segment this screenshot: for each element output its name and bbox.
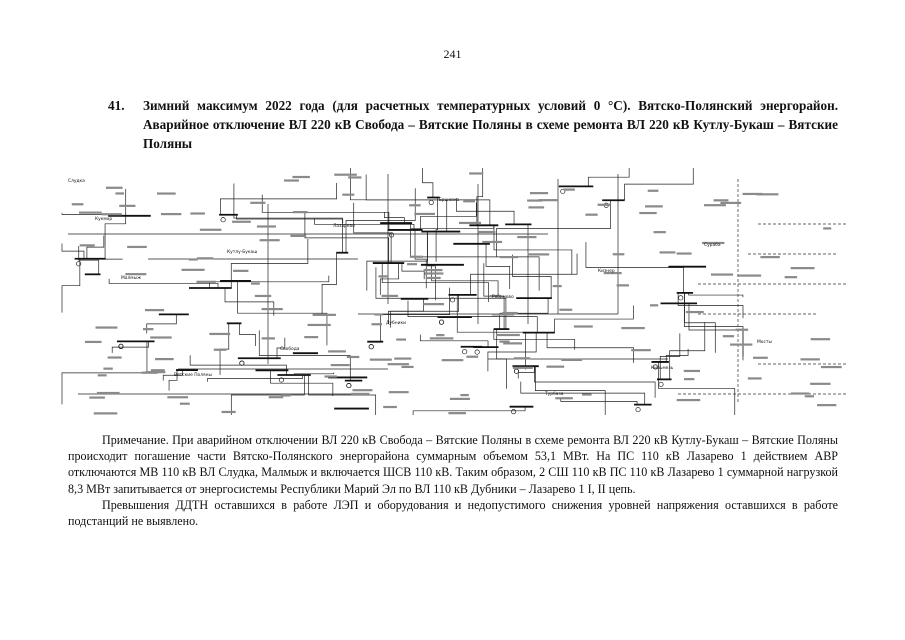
diagram-annotation bbox=[704, 204, 726, 206]
power-line bbox=[535, 366, 605, 415]
power-line bbox=[112, 341, 148, 352]
transformer-symbol bbox=[119, 344, 123, 348]
diagram-annotation bbox=[559, 309, 572, 311]
diagram-annotation bbox=[396, 338, 406, 340]
diagram-node-label: Вятские Поляны bbox=[174, 373, 212, 378]
diagram-annotation bbox=[197, 257, 213, 259]
transformer-symbol bbox=[347, 383, 351, 387]
transformer-symbol bbox=[475, 350, 479, 354]
power-line bbox=[62, 259, 80, 313]
diagram-annotation bbox=[308, 324, 331, 326]
diagram-annotation bbox=[407, 263, 417, 265]
page-number: 241 bbox=[443, 47, 462, 61]
diagram-annotation bbox=[811, 338, 830, 340]
power-line bbox=[471, 254, 577, 295]
transformer-symbol bbox=[389, 233, 393, 237]
diagram-annotation bbox=[528, 206, 544, 208]
power-line bbox=[62, 341, 147, 404]
diagram-annotation bbox=[730, 343, 752, 345]
diagram-annotation bbox=[189, 258, 198, 260]
diagram-annotation bbox=[677, 252, 692, 254]
diagram-annotation bbox=[677, 399, 701, 401]
diagram-annotation bbox=[645, 205, 663, 207]
diagram-annotation bbox=[257, 225, 276, 227]
diagram-annotation bbox=[748, 377, 762, 379]
diagram-labels bbox=[72, 172, 842, 414]
power-line bbox=[588, 168, 629, 186]
diagram-annotation bbox=[553, 285, 562, 287]
diagram-annotation bbox=[351, 393, 369, 395]
diagram-annotation bbox=[561, 359, 582, 361]
diagram-annotation bbox=[426, 277, 441, 279]
power-line bbox=[421, 203, 477, 230]
diagram-annotation bbox=[290, 235, 306, 237]
note-paragraph-1: Примечание. При аварийном отключении ВЛ 220 кВ Свобода – Вятские Поляны в схеме ремонта ВЛ 220 кВ Кутлу-Букаш – Вятские Поляны происходит погашение части Вятско-Полянского энергорайона суммарным объемом 53,1 МВт. На ПС 110 кВ Лазарево 1 действием АВР отключаются МВ 110 кВ ВЛ Слудка, Малмыж и включается ШСВ 110 кВ. Таким образом, 2 СШ 110 кВ ПС 110 кВ Лазарево 1 суммарной нагрузкой 8,3 МВт запитывается от энергосистемы Республики Марий Эл по ВЛ 110 кВ Дубники – Лазарево 1 I, II цепь. bbox=[68, 433, 838, 496]
diagram-annotation bbox=[654, 231, 666, 233]
diagram-annotation bbox=[89, 396, 105, 398]
diagram-node-label: Ершовка bbox=[439, 198, 460, 203]
diagram-annotation bbox=[374, 313, 383, 315]
power-line bbox=[689, 293, 743, 297]
power-line bbox=[238, 281, 327, 346]
diagram-annotation bbox=[478, 231, 495, 233]
power-line bbox=[208, 375, 303, 382]
diagram-node-label: Лазарево bbox=[333, 224, 355, 229]
transformer-symbol bbox=[240, 361, 244, 365]
diagram-annotation bbox=[222, 411, 236, 413]
power-line bbox=[236, 215, 342, 224]
diagram-annotation bbox=[101, 213, 122, 215]
diagram-annotation bbox=[79, 212, 102, 214]
power-line bbox=[408, 301, 537, 333]
power-line bbox=[231, 375, 304, 415]
diagram-annotation bbox=[125, 273, 146, 275]
diagram-node-label: Свобода bbox=[280, 347, 300, 352]
power-line bbox=[225, 288, 274, 316]
diagram-annotation bbox=[684, 370, 700, 372]
diagram-annotation bbox=[513, 367, 533, 369]
diagram-annotation bbox=[500, 256, 518, 258]
diagram-annotation bbox=[269, 396, 284, 398]
diagram-annotation bbox=[753, 357, 768, 359]
diagram-node-label: Сураба bbox=[704, 243, 721, 248]
diagram-annotation bbox=[371, 323, 382, 325]
diagram-annotation bbox=[598, 204, 611, 206]
diagram-annotation bbox=[631, 349, 651, 351]
transformer-symbol bbox=[221, 218, 225, 222]
power-line bbox=[380, 263, 398, 295]
diagram-annotation bbox=[514, 357, 530, 359]
diagram-annotation bbox=[502, 312, 517, 314]
diagram-annotation bbox=[621, 327, 644, 329]
diagram-annotation bbox=[463, 200, 475, 202]
diagram-annotation bbox=[255, 295, 271, 297]
diagram-annotation bbox=[85, 341, 102, 343]
diagram-annotation bbox=[442, 359, 464, 361]
diagram-annotation bbox=[119, 205, 135, 207]
diagram-annotation bbox=[370, 359, 392, 361]
diagram-annotation bbox=[328, 350, 346, 352]
diagram-annotation bbox=[555, 397, 573, 399]
diagram-annotation bbox=[292, 176, 309, 178]
transformer-symbol bbox=[511, 409, 515, 413]
diagram-annotation bbox=[585, 214, 597, 216]
power-line bbox=[346, 188, 415, 252]
diagram-annotation bbox=[347, 356, 360, 358]
diagram-node-label: Малмыж bbox=[121, 276, 142, 281]
diagram-annotation bbox=[650, 304, 658, 306]
diagram-annotation bbox=[785, 276, 797, 278]
power-line bbox=[388, 299, 423, 324]
diagram-annotation bbox=[97, 392, 120, 394]
diagram-annotation bbox=[517, 236, 536, 238]
transformer-symbol bbox=[659, 382, 663, 386]
power-line bbox=[234, 183, 343, 252]
transformer-symbol bbox=[514, 369, 518, 373]
transformer-symbol bbox=[439, 320, 443, 324]
diagram-annotation bbox=[200, 229, 221, 231]
diagram-annotation bbox=[142, 372, 158, 374]
power-line bbox=[79, 246, 99, 274]
diagram-annotation bbox=[233, 270, 248, 272]
diagram-annotation bbox=[743, 193, 763, 195]
diagram-annotation bbox=[424, 272, 443, 274]
diagram-annotation bbox=[250, 202, 265, 204]
diagram-annotation bbox=[538, 199, 558, 201]
diagram-annotation bbox=[108, 356, 122, 358]
diagram-annotation bbox=[232, 221, 251, 223]
power-line bbox=[512, 255, 551, 299]
diagram-annotation bbox=[157, 192, 176, 194]
diagram-annotation bbox=[167, 396, 188, 398]
diagram-annotation bbox=[94, 412, 118, 414]
diagram-annotation bbox=[684, 378, 694, 380]
diagram-annotation bbox=[103, 368, 112, 370]
diagram-annotation bbox=[143, 328, 153, 330]
diagram-annotation bbox=[410, 256, 423, 258]
diagram-node-label: Кизнер bbox=[598, 269, 615, 274]
diagram-annotation bbox=[331, 364, 350, 366]
power-line bbox=[220, 183, 336, 215]
diagram-annotation bbox=[805, 395, 814, 397]
power-line bbox=[384, 212, 404, 223]
diagram-annotation bbox=[98, 374, 107, 376]
diagram-annotation bbox=[80, 244, 95, 246]
diagram-annotation bbox=[800, 358, 819, 360]
diagram-annotation bbox=[574, 325, 593, 327]
diagram-annotation bbox=[459, 222, 481, 224]
power-line bbox=[497, 200, 611, 256]
diagram-annotation bbox=[720, 202, 741, 204]
diagram-annotation bbox=[613, 253, 625, 255]
diagram-annotation bbox=[334, 174, 357, 176]
diagram-annotation bbox=[423, 303, 444, 305]
power-line bbox=[105, 189, 126, 259]
diagram-annotation bbox=[469, 172, 483, 174]
transformer-symbol bbox=[462, 350, 466, 354]
diagram-annotation bbox=[72, 203, 84, 205]
diagram-annotation bbox=[564, 188, 575, 190]
transformer-symbol bbox=[429, 200, 433, 204]
diagram-annotation bbox=[262, 308, 283, 310]
diagram-node-labels bbox=[68, 178, 772, 397]
power-line bbox=[422, 168, 432, 198]
diagram-annotation bbox=[821, 366, 842, 368]
diagram-annotation bbox=[115, 192, 124, 194]
diagram-annotation bbox=[409, 204, 421, 206]
diagram-annotation bbox=[430, 337, 454, 339]
note bbox=[68, 432, 838, 529]
diagram-annotation bbox=[617, 284, 629, 286]
diagram-annotation bbox=[251, 282, 260, 284]
power-line bbox=[322, 253, 337, 316]
diagram-annotation bbox=[714, 199, 729, 201]
diagram-annotation bbox=[150, 336, 171, 338]
diagram-annotation bbox=[466, 356, 478, 358]
transformer-symbol bbox=[369, 344, 373, 348]
diagram-dashed-lines bbox=[678, 179, 848, 404]
power-line bbox=[413, 407, 525, 415]
diagram-annotation bbox=[723, 335, 734, 337]
diagram-annotation bbox=[383, 406, 397, 408]
diagram-annotation bbox=[810, 383, 830, 385]
power-line bbox=[625, 168, 694, 200]
diagram-annotation bbox=[760, 256, 779, 258]
diagram-annotation bbox=[96, 326, 118, 328]
transformer-symbol bbox=[636, 407, 640, 411]
diagram-annotation bbox=[342, 194, 354, 196]
diagram-annotation bbox=[145, 309, 164, 311]
power-line bbox=[402, 263, 424, 279]
diagram-annotation bbox=[352, 389, 372, 391]
note-paragraph-2: Превышения ДДТН оставшихся в работе ЛЭП и оборудования и недопустимого снижения уровней напряжения оставшихся в работе подстанций не выявлено. bbox=[68, 497, 838, 529]
diagram-annotation bbox=[106, 187, 123, 189]
diagram-annotation bbox=[736, 329, 749, 331]
diagram-annotation bbox=[284, 179, 299, 181]
power-line bbox=[411, 227, 494, 230]
diagram-node-label: Турбаза bbox=[545, 392, 564, 397]
diagram-annotation bbox=[582, 393, 592, 395]
diagram-annotation bbox=[381, 295, 398, 297]
diagram-annotation bbox=[182, 269, 205, 271]
power-line bbox=[678, 293, 743, 318]
diagram-annotation bbox=[460, 394, 468, 396]
diagram-annotation bbox=[496, 334, 520, 336]
diagram-annotation bbox=[325, 375, 337, 377]
diagram-annotation bbox=[348, 176, 361, 178]
diagram-node-label: Кильмезь bbox=[651, 366, 674, 371]
power-line bbox=[547, 333, 634, 363]
diagram-annotation bbox=[823, 227, 831, 229]
diagram-annotation bbox=[155, 358, 174, 360]
power-line bbox=[415, 230, 426, 288]
power-line bbox=[240, 323, 256, 346]
diagram-annotation bbox=[293, 211, 308, 213]
power-line bbox=[494, 225, 572, 274]
diagram-annotation bbox=[190, 212, 205, 214]
diagram-annotation bbox=[161, 213, 181, 215]
diagram-annotation bbox=[196, 281, 215, 283]
diagram-annotation bbox=[127, 246, 147, 248]
power-line bbox=[354, 203, 391, 263]
diagram-annotation bbox=[394, 357, 411, 359]
diagram-annotation bbox=[791, 267, 815, 269]
diagram-annotation bbox=[737, 274, 761, 276]
diagram-annotation bbox=[378, 275, 388, 277]
power-line bbox=[420, 335, 488, 348]
diagram-annotation bbox=[414, 213, 435, 215]
diagram-annotation bbox=[304, 336, 318, 338]
diagram-annotation bbox=[388, 363, 409, 365]
diagram-annotation bbox=[648, 190, 659, 192]
diagram-annotation bbox=[482, 241, 502, 243]
diagram-annotation bbox=[448, 412, 466, 414]
diagram-annotation bbox=[209, 333, 230, 335]
diagram-node-label: Кутлу-Букаш bbox=[227, 250, 258, 255]
diagram-annotation bbox=[436, 334, 444, 336]
diagram-node-label: Мосты bbox=[757, 340, 772, 345]
diagram-annotation bbox=[791, 392, 810, 394]
power-line bbox=[436, 198, 438, 262]
power-line bbox=[427, 232, 435, 301]
diagram-annotation bbox=[313, 314, 336, 316]
power-network-diagram bbox=[58, 164, 853, 419]
power-line bbox=[87, 235, 104, 258]
diagram-annotation bbox=[546, 366, 564, 368]
section-title: Зимний максимум 2022 года (для расчетных температурных условий 0 °С). Вятско-Полянский энергорайон. Аварийное отключение ВЛ 220 кВ Свобода – Вятские Поляны в схеме ремонта ВЛ 220 кВ Кутлу-Букаш – Вятские Поляны bbox=[143, 98, 838, 151]
diagram-annotation bbox=[450, 398, 470, 400]
diagram-annotation bbox=[660, 251, 676, 253]
diagram-node-label: Дубники bbox=[386, 321, 406, 326]
diagram-annotation bbox=[401, 366, 413, 368]
diagram-annotation bbox=[260, 239, 280, 241]
diagram-annotation bbox=[817, 404, 836, 406]
diagram-annotation bbox=[214, 349, 227, 351]
diagram-annotation bbox=[424, 269, 443, 271]
diagram-annotation bbox=[151, 369, 165, 371]
diagram-lines bbox=[62, 168, 743, 415]
diagram-node-label: Кукмор bbox=[95, 217, 113, 222]
diagram-annotation bbox=[262, 337, 275, 339]
diagram-node-label: Рябиново bbox=[492, 295, 514, 300]
diagram-annotation bbox=[711, 273, 733, 275]
diagram-annotation bbox=[499, 340, 509, 342]
transformer-symbol bbox=[678, 296, 682, 300]
diagram-annotation bbox=[180, 403, 190, 405]
diagram-annotation bbox=[686, 311, 704, 313]
diagram-node-label: Слудка bbox=[68, 179, 85, 184]
diagram-annotation bbox=[639, 212, 656, 214]
section-heading bbox=[108, 96, 838, 153]
diagram-annotation bbox=[530, 192, 548, 194]
diagram-annotation bbox=[528, 253, 550, 255]
power-line bbox=[147, 314, 177, 333]
section-number: 41. bbox=[108, 98, 125, 113]
diagram-annotation bbox=[389, 391, 409, 393]
